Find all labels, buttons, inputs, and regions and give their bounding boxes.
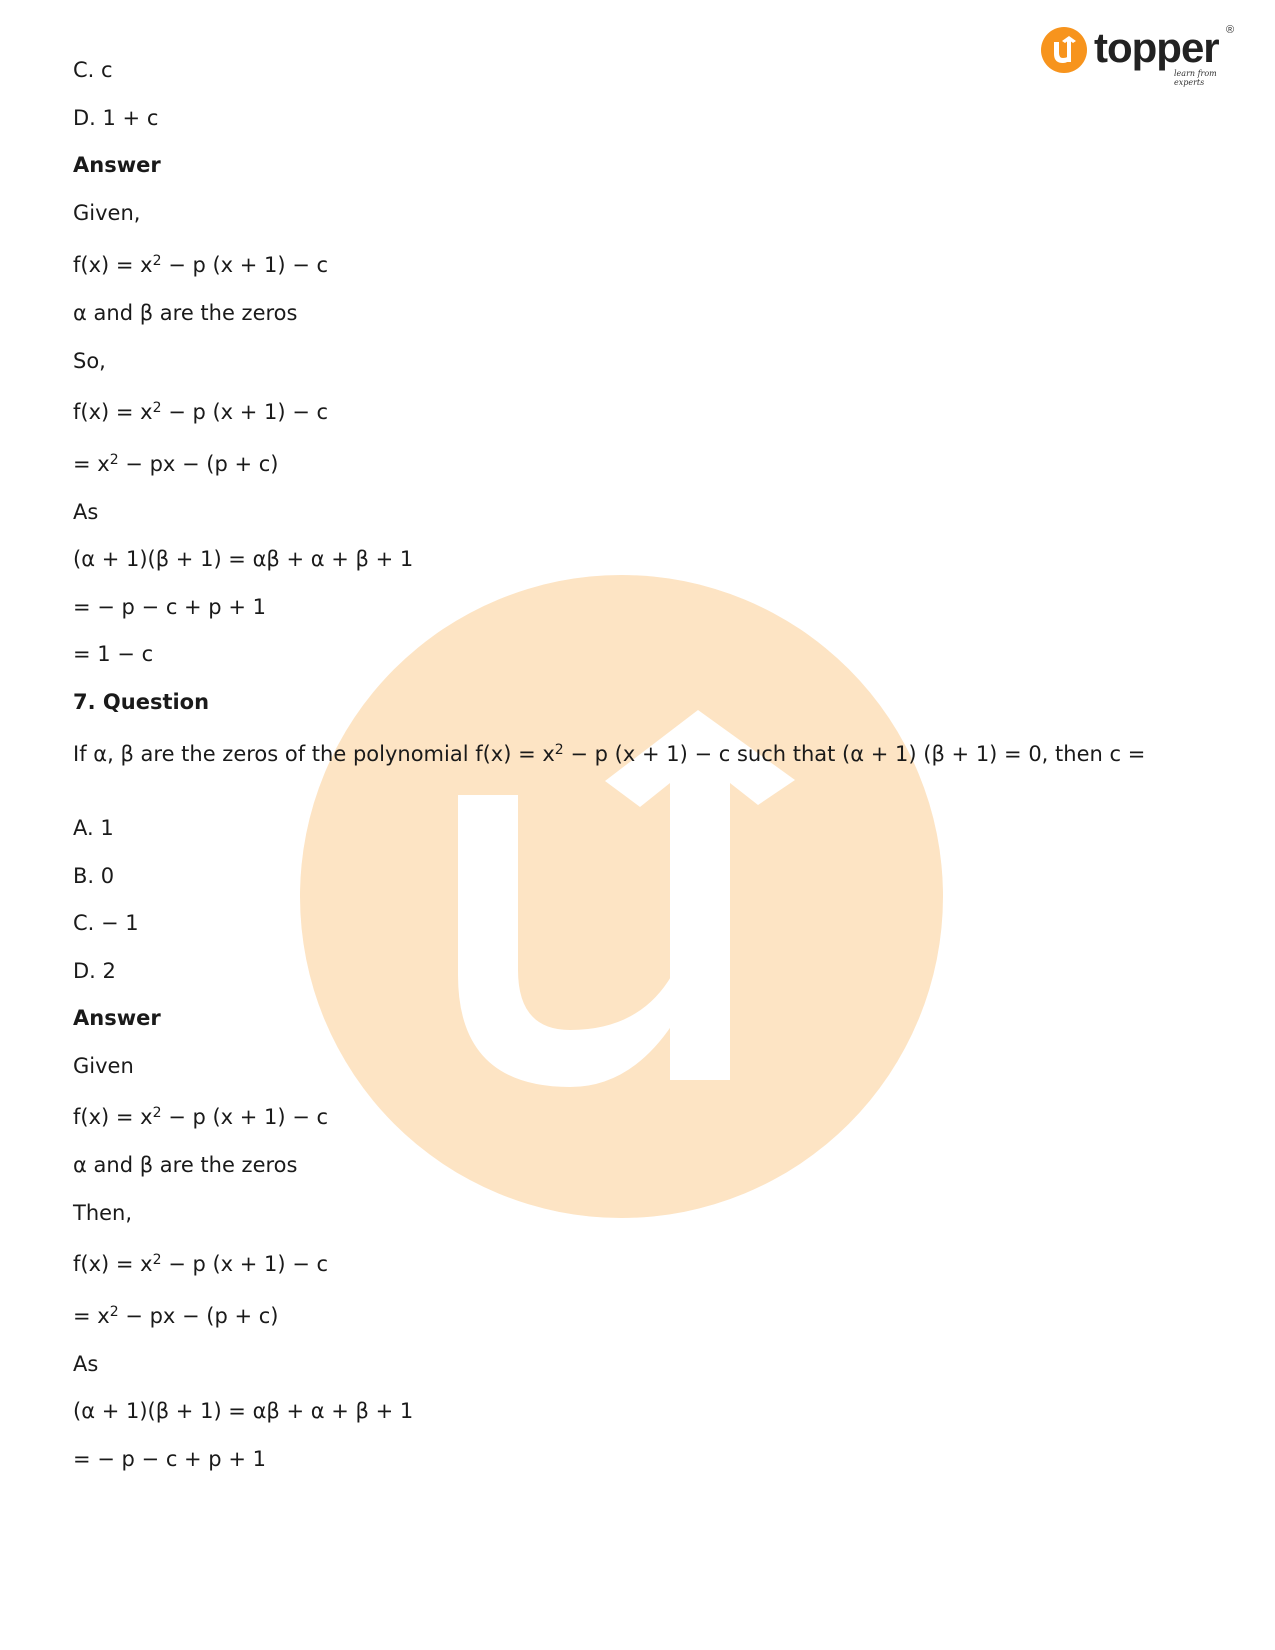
- solution-line: Given: [73, 1054, 134, 1078]
- equation-line: $f(x) = x^2 - p$ (x + 1) − c: [73, 1252, 329, 1276]
- option-c: C. − 1: [73, 911, 139, 935]
- brand-wordmark: topper: [1094, 24, 1219, 71]
- watermark-logo: [300, 575, 943, 1218]
- option-c: C. c: [73, 58, 113, 82]
- answer-heading: Answer: [73, 1006, 161, 1030]
- equation-line: $f(x) = x^2 - p$ (x + 1) − c: [73, 1105, 329, 1129]
- solution-line: Then,: [73, 1201, 133, 1225]
- equation-line: (α + 1)(β + 1) = αβ + α + β + 1: [73, 547, 414, 571]
- brand-logo: [1040, 26, 1240, 86]
- brand-u-icon: [1040, 26, 1088, 74]
- equation-line: = $x^2$ − px − (p + c): [73, 1304, 279, 1328]
- option-d: D. 1 + c: [73, 106, 159, 130]
- equation-line: = − p − c + p + 1: [73, 1447, 266, 1471]
- equation-line: $f(x) = x^2 - p$ (x + 1) − c: [73, 253, 329, 277]
- solution-line: As: [73, 500, 99, 524]
- question-text: If α, β are the zeros of the polynomial $f(x) = x^2 - p$ (x + 1) − c such that (α + 1) (β + 1) = 0, then c =: [73, 742, 1146, 766]
- equation-line: = 1 − c: [73, 642, 154, 666]
- equation-line: = − p − c + p + 1: [73, 595, 266, 619]
- solution-line: Given,: [73, 201, 141, 225]
- brand-tagline: learn from experts: [1174, 69, 1217, 87]
- solution-line: α and β are the zeros: [73, 301, 298, 325]
- option-b: B. 0: [73, 864, 115, 888]
- option-d: D. 2: [73, 959, 116, 983]
- solution-line: As: [73, 1352, 99, 1376]
- registered-mark: ®: [1226, 24, 1235, 36]
- solution-line: So,: [73, 349, 106, 373]
- question-heading: 7. Question: [73, 690, 210, 714]
- equation-line: $f(x) = x^2 - p$ (x + 1) − c: [73, 400, 329, 424]
- answer-heading: Answer: [73, 153, 161, 177]
- equation-line: (α + 1)(β + 1) = αβ + α + β + 1: [73, 1399, 414, 1423]
- option-a: A. 1: [73, 816, 114, 840]
- equation-line: = $x^2$ − px − (p + c): [73, 452, 279, 476]
- solution-line: α and β are the zeros: [73, 1153, 298, 1177]
